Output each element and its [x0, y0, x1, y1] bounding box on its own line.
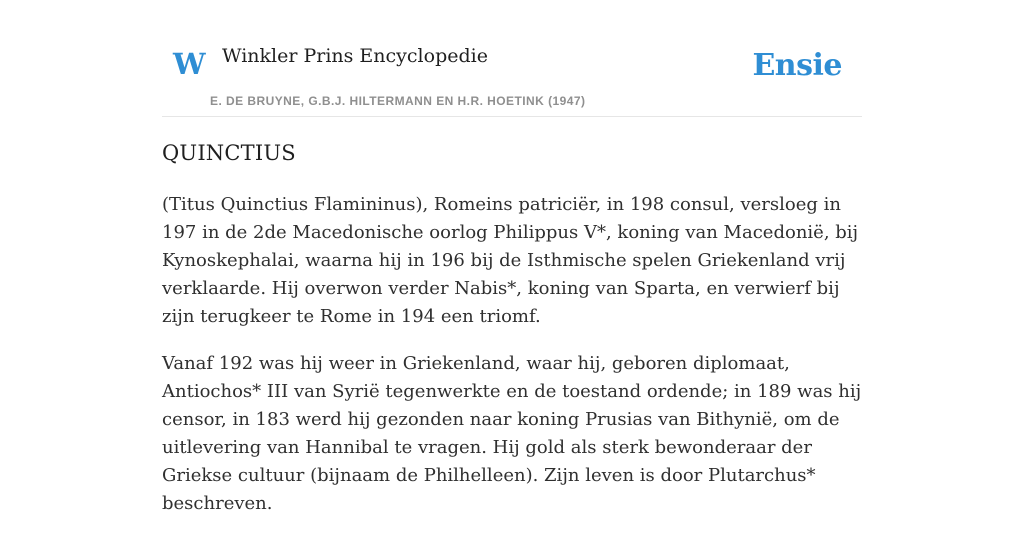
- encyclopedia-authors: E. DE BRUYNE, G.B.J. HILTERMANN EN H.R. HOETINK (1947): [210, 94, 586, 108]
- encyclopedia-logo[interactable]: W: [173, 47, 206, 81]
- article-body: [162, 191, 862, 537]
- article-paragraph: Vanaf 192 was hij weer in Griekenland, waar hij, geboren diplomaat, Antiochos* III van Syrië tegenwerkte en de toestand ordende; in 189 was hij censor, in 183 werd hij gezonden naar koning Prusias van Bithynië, om de uitlevering van Hannibal te vragen. Hij gold als sterk bewonderaar der Griekse cultuur (bijnaam de Philhelleen). Zijn leven is door Plutarchus* beschreven.: [162, 353, 862, 514]
- site-header: [162, 0, 862, 117]
- encyclopedia-card: [162, 0, 862, 512]
- encyclopedia-title[interactable]: Winkler Prins Encyclopedie: [222, 45, 488, 67]
- ensie-brand-logo[interactable]: Ensie: [752, 48, 842, 83]
- article-headword: QUINCTIUS: [162, 141, 296, 165]
- article-paragraph: (Titus Quinctius Flamininus), Romeins patriciër, in 198 consul, versloeg in 197 in de 2de Macedonische oorlog Philippus V*, koning van Macedonië, bij Kynoskephalai, waarna hij in 196 bij de Isthmische spelen Griekenland vrij verklaarde. Hij overwon verder Nabis*, koning van Sparta, en verwierf bij zijn terugkeer te Rome in 194 een triomf.: [162, 194, 859, 327]
